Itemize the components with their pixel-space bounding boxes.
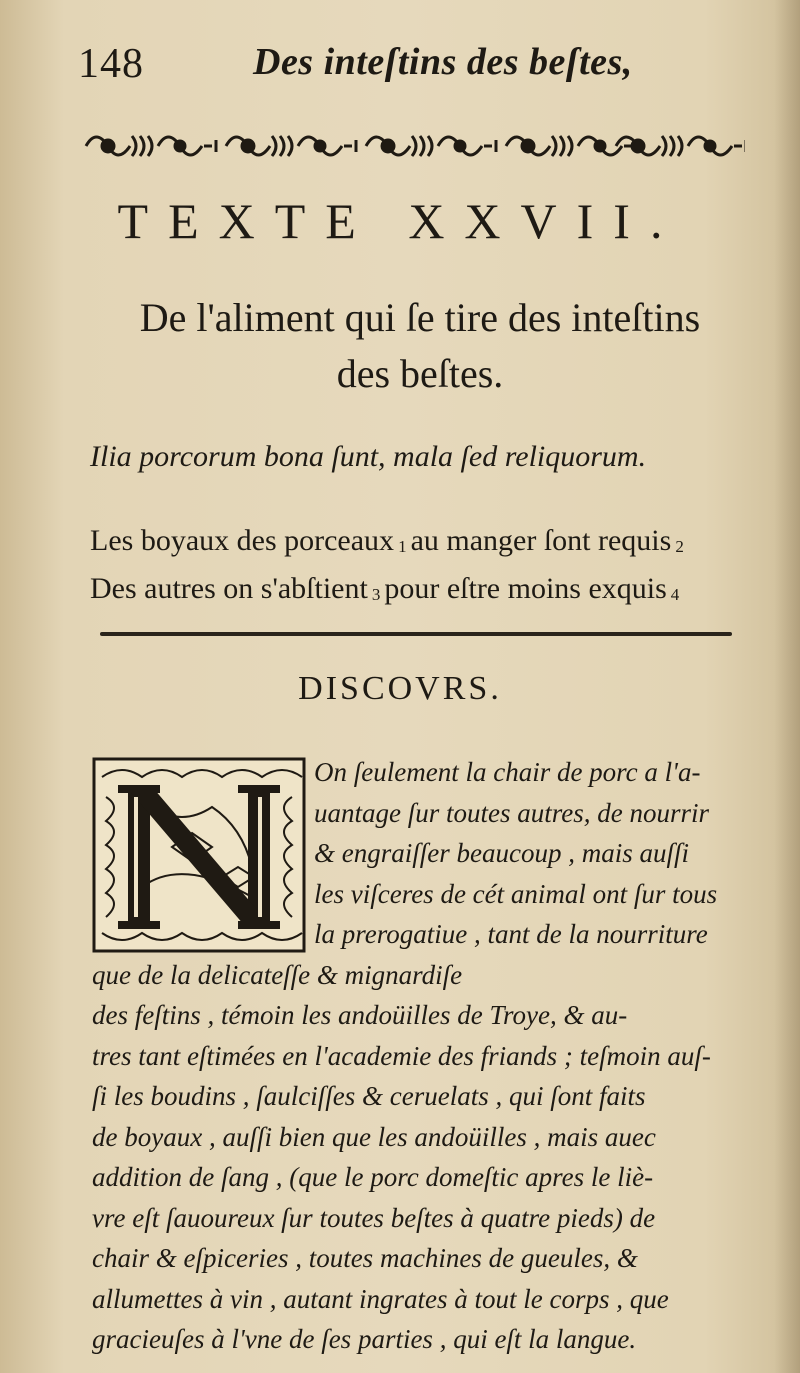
verse-line-2-part-b: pour eſtre moins exquis: [384, 572, 667, 605]
verse-line-1: [90, 520, 770, 568]
chapter-title: [80, 290, 760, 402]
text-line: tres tant eſtimées en l'academie des friands ; teſmoin auſ-: [92, 1040, 711, 1071]
text-line: allumettes à vin , autant ingrates à tout le corps , que: [92, 1283, 669, 1314]
text-line: de boyaux , auſſi bien que les andoüilles , mais auec: [92, 1121, 656, 1152]
ornament-band: [80, 122, 745, 168]
discourse-body: [92, 752, 772, 1360]
note-marker: 1: [398, 537, 407, 556]
chapter-title-line-1: De l'aliment qui ſe tire des inteſtins: [139, 295, 701, 340]
text-line: chair & eſpiceries , toutes machines de gueules, &: [92, 1243, 638, 1273]
note-marker: 2: [675, 537, 684, 556]
text-line: la prerogatiue , tant de la nourriture: [314, 919, 708, 949]
text-line: & engraiſſer beaucoup , mais auſſi: [314, 838, 689, 868]
text-line: ſi les boudins , ſaulciſſes & ceruelats , qui ſont faits: [92, 1081, 646, 1111]
drop-cap-space: [92, 752, 314, 952]
text-line: gracieuſes à l'vne de ſes parties , qui eſt la langue.: [92, 1324, 637, 1354]
verse-line-1-part-a: Les boyaux des porceaux: [90, 524, 395, 557]
text-line: vre eſt ſauoureux ſur toutes beſtes à quatre pieds) de: [92, 1202, 656, 1233]
note-marker: 3: [371, 585, 381, 604]
verse-line-2-part-a: Des autres on s'abſtient: [90, 572, 368, 605]
horizontal-rule: [100, 632, 732, 636]
text-line: des feſtins , témoin les andoüilles de Troye, & au-: [92, 1000, 628, 1030]
running-title: Des inteſtins des beſtes,: [253, 41, 633, 83]
verse-line-2: [90, 568, 770, 616]
text-line: que de la delicateſſe & mignardiſe: [92, 959, 463, 990]
text-line: les viſceres de cét animal ont ſur tous: [314, 878, 718, 909]
text-line: addition de ſang , (que le porc domeſtic apres le liè-: [92, 1162, 654, 1192]
text-line: On ſeulement la chair de porc a l'a-: [314, 757, 701, 787]
latin-epigraph: Ilia porcorum bona ſunt, mala ſed reliquorum.: [90, 440, 647, 473]
running-head: [78, 40, 760, 100]
page-number: 148: [78, 41, 144, 87]
text-line: uantage ſur toutes autres, de nourrir: [314, 797, 709, 828]
chapter-title-line-2: des beſtes.: [336, 351, 504, 396]
chapter-heading: TEXTE XXVII.: [117, 193, 683, 249]
note-marker: 4: [670, 585, 680, 604]
verse-line-1-part-b: au manger ſont requis: [410, 524, 672, 557]
verse-couplet: [90, 520, 770, 616]
section-heading: DISCOVRS.: [298, 670, 502, 707]
